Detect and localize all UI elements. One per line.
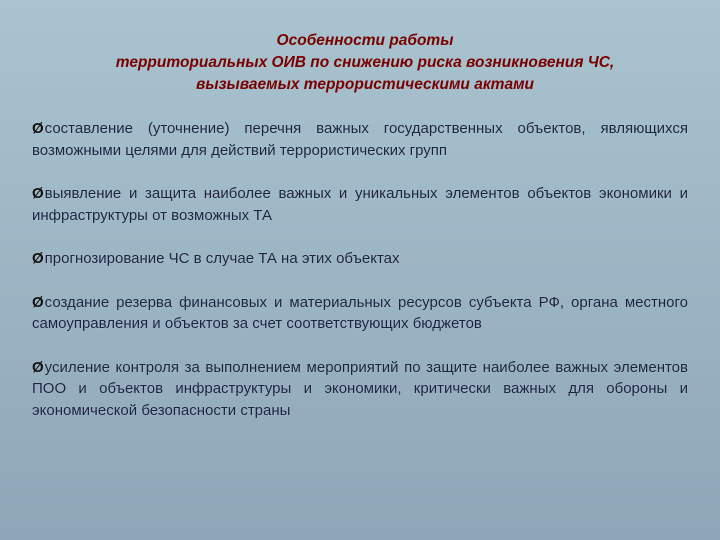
bullet-list xyxy=(32,118,688,443)
bullet-text: создание резерва финансовых и материальных ресурсов субъекта РФ, органа местного самоуправления и объектов за счет соответствующих бюджетов xyxy=(32,293,688,332)
bullet-item xyxy=(32,357,688,422)
arrow-bullet-icon: Ø xyxy=(32,358,44,376)
arrow-bullet-icon: Ø xyxy=(32,120,44,137)
bullet-text: прогнозирование ЧС в случае ТА на этих объектах xyxy=(44,250,400,267)
arrow-bullet-icon: Ø xyxy=(32,185,44,202)
title-line-2: территориальных ОИВ по снижению риска возникновения ЧС, xyxy=(115,54,615,71)
bullet-item xyxy=(32,292,688,335)
bullet-item xyxy=(32,248,688,270)
slide-title xyxy=(40,30,690,96)
title-line-1: Особенности работы xyxy=(276,32,454,49)
bullet-item xyxy=(32,183,688,226)
bullet-item xyxy=(32,118,688,161)
arrow-bullet-icon: Ø xyxy=(32,293,44,311)
bullet-text: усиление контроля за выполнением мероприятий по защите наиболее важных элементов ПОО и объектов инфраструктуры и экономики, критически важных для обороны и экономической безопасности страны xyxy=(32,358,688,419)
title-line-3: вызываемых террористическими актами xyxy=(195,76,535,93)
arrow-bullet-icon: Ø xyxy=(32,250,44,267)
bullet-text: выявление и защита наиболее важных и уникальных элементов объектов экономики и инфраструктуры от возможных ТА xyxy=(32,185,688,224)
bullet-text: составление (уточнение) перечня важных государственных объектов, являющихся возможными целями для действий террористических групп xyxy=(32,120,688,159)
